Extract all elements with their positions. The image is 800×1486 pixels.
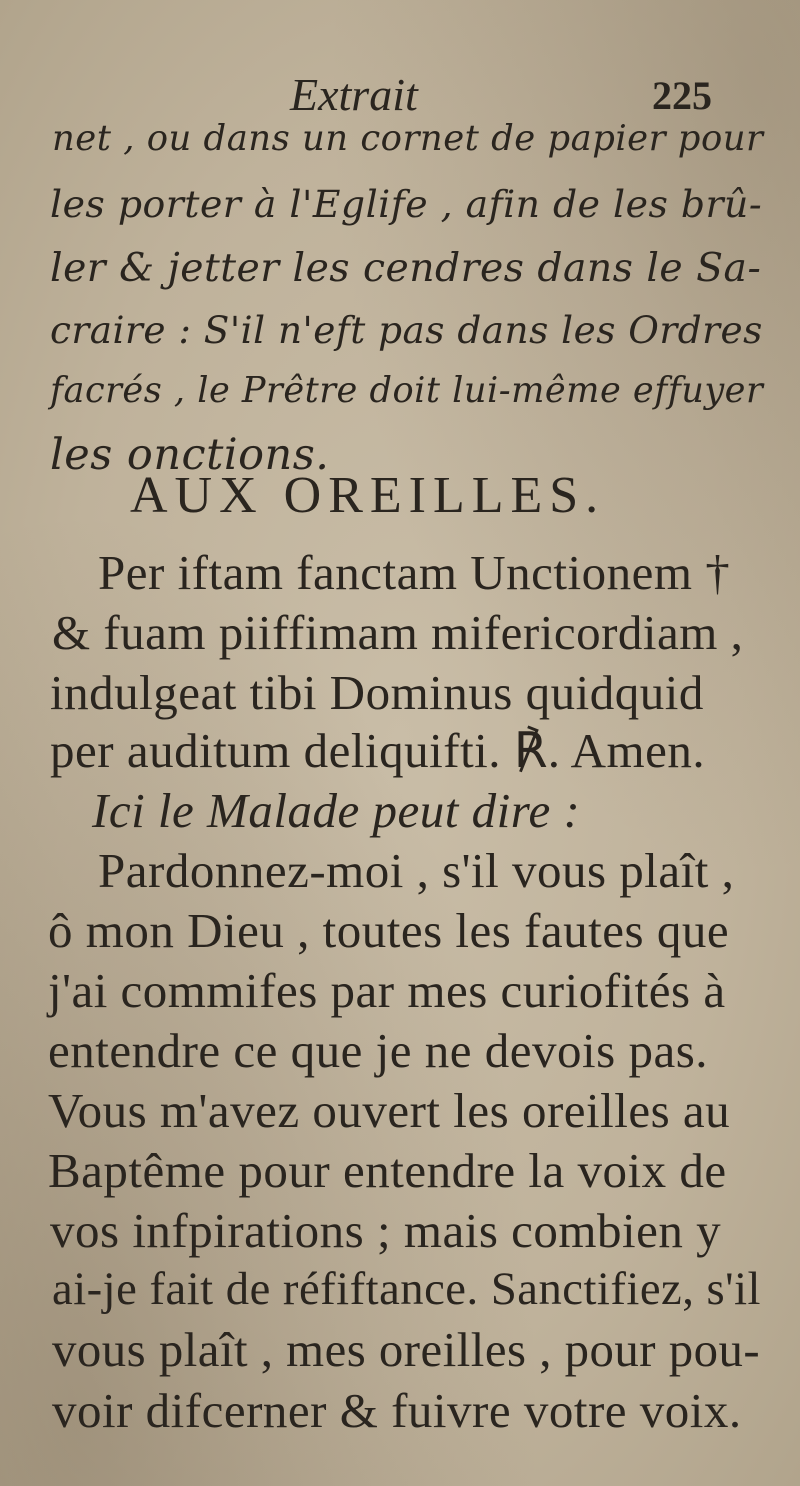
- running-title: Extrait: [290, 69, 418, 120]
- latin-line: & fuam piiffimam mifericordiam ,: [52, 605, 744, 660]
- text-line: les onctions.: [50, 430, 330, 480]
- prayer-line: Pardonnez-moi , s'il vous plaît ,: [98, 843, 735, 898]
- prayer-line: Vous m'avez ouvert les oreilles au: [48, 1083, 731, 1138]
- latin-line: indulgeat tibi Dominus quidquid: [50, 665, 704, 720]
- prayer-line: Baptême pour entendre la voix de: [48, 1143, 727, 1198]
- latin-line: Per iftam fanctam Unctionem †: [98, 545, 731, 600]
- page-number: 225: [652, 73, 712, 118]
- prayer-line: voir difcerner & fuivre votre voix.: [52, 1383, 742, 1438]
- text-line: les porter à l'Eglife , afin de les brû-: [50, 182, 763, 226]
- text-line: facrés , le Prêtre doit lui-même effuyer: [50, 370, 764, 411]
- latin-line: per auditum deliquifti. ℟. Amen.: [50, 723, 706, 778]
- rubric-line: Ici le Malade peut dire :: [92, 783, 581, 838]
- prayer-line: vos infpirations ; mais combien y: [50, 1203, 722, 1258]
- prayer-line: entendre ce que je ne devois pas.: [48, 1023, 709, 1078]
- prayer-line: ai-je fait de réfiftance. Sanctifiez, s'il: [52, 1263, 761, 1315]
- prayer-line: vous plaît , mes oreilles , pour pou-: [52, 1323, 761, 1377]
- prayer-line: ô mon Dieu , toutes les fautes que: [48, 903, 730, 958]
- section-heading: AUX OREILLES.: [130, 467, 606, 524]
- text-line: craire : S'il n'eft pas dans les Ordres: [50, 308, 763, 352]
- text-line: ler & jetter les cendres dans le Sa-: [50, 246, 762, 291]
- prayer-line: j'ai commifes par mes curiofités à: [48, 963, 726, 1018]
- text-line: net , ou dans un cornet de papier pour: [52, 118, 764, 159]
